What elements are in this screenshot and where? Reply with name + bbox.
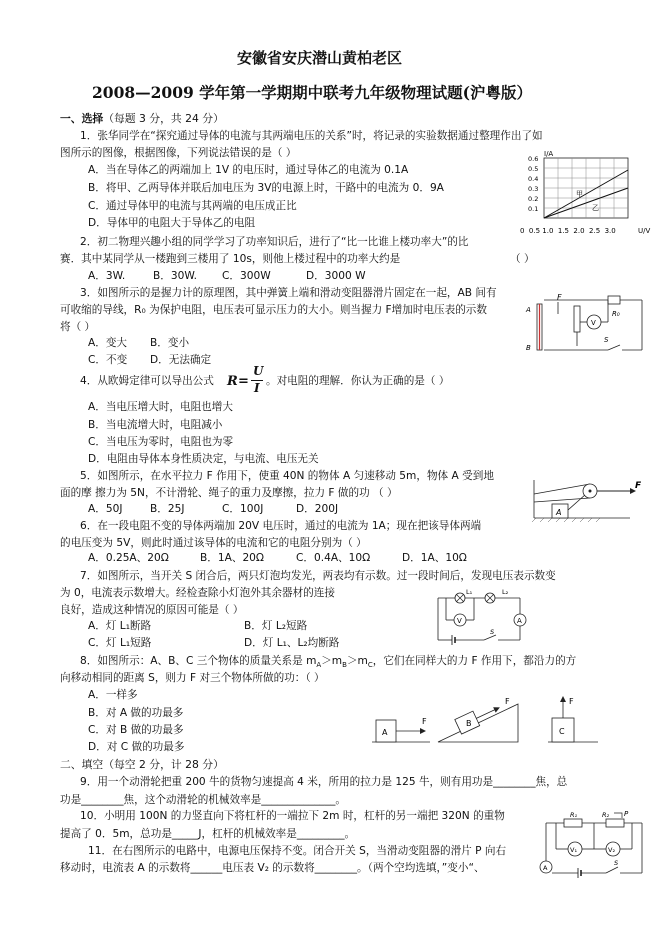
question-1-option-c: C．通过导体甲的电流与其两端的电压成正比	[88, 200, 297, 212]
question-11-line-cont: 移动时，电流表 A 的示数将______电压表 V₂ 的示数将________。（两个空均选填，”变小“、	[60, 862, 485, 874]
question-2-stem: 2．初二物理兴趣小组的同学学习了功率知识后，进行了“比一比谁上楼功率大”的比	[80, 236, 469, 248]
graph-y-tick: 0.2	[528, 195, 539, 203]
question-2-option-d: D．3000 W	[306, 270, 366, 282]
question-5-option-b: B．25J	[150, 503, 185, 515]
question-11-line: 11．在右图所示的电路中，电源电压保持不变。闭合开关 S，当滑动变阻器的滑片 P 向右	[88, 845, 507, 857]
circuit-switch-label: S	[614, 859, 619, 867]
question-1-stem: 1．张华同学在“探究通过导体的电流与其两端电压的关系”时，将记录的实验数据通过整理作出了如	[80, 130, 543, 142]
circuit-r1-label: R₁	[570, 811, 578, 819]
question-7-option-c: C．灯 L₁短路	[88, 637, 152, 649]
grip-label-r0: R₀	[612, 310, 620, 318]
lamp-switch-label: S	[490, 628, 495, 636]
circuit-ammeter-label: A	[543, 864, 548, 872]
question-2-option-a: A．3W.	[88, 270, 126, 282]
question-3-option-a: A．变大	[88, 337, 128, 349]
graph-y-tick: 0.1	[528, 205, 539, 213]
question-4-option-d: D．电阻由导体本身性质决定，与电流、电压无关	[88, 453, 319, 465]
graph-y-axis-label: I/A	[544, 150, 554, 158]
graph-x-axis-label: U/V	[638, 227, 651, 235]
grip-switch-label: S	[604, 336, 609, 344]
lamp-ammeter-label: A	[517, 617, 522, 625]
question-3-stem-cont2: 将（ ）	[60, 321, 96, 333]
block-a-label: A	[382, 728, 388, 737]
block-c-force-label: F	[569, 697, 574, 706]
question-6-option-c: C．0.4A、10Ω	[296, 552, 371, 564]
formula-equals: =	[238, 374, 249, 389]
question-8-option-a: A．一样多	[88, 689, 138, 701]
question-8-option-d: D．对 C 做的功最多	[88, 741, 185, 753]
graph-y-tick: 0.4	[528, 175, 539, 183]
circuit-r2-label: R₂	[602, 811, 610, 819]
circuit-v2-label: V₂	[608, 846, 616, 854]
question-6-option-a: A．0.25A、20Ω	[88, 552, 169, 564]
question-8-option-c: C．对 B 做的功最多	[88, 724, 184, 736]
question-10-line: 10．小明用 100N 的力竖直向下将杠杆的一端拉下 2m 时，杠杆的另一端把 320N 的重物	[80, 810, 505, 822]
question-1-option-a: A．当在导体乙的两端加上 1V 的电压时，通过导体乙的电流为 0.1A	[88, 164, 409, 176]
question-8-stem-cont: 向移动相同的距离 S，则力 F 对三个物体所做的功：（ ）	[60, 672, 325, 684]
question-5-option-a: A．50J	[88, 503, 123, 515]
question-9-line: 9．用一个动滑轮把重 200 牛的货物匀速提高 4 米，所用的拉力是 125 牛，则有用功是________焦，总	[80, 776, 568, 788]
question-4-option-c: C．当电压为零时，电阻也为零	[88, 436, 234, 448]
grip-label-f: F	[557, 293, 562, 302]
question-4-option-a: A．当电压增大时，电阻也增大	[88, 401, 233, 413]
graph-y-tick: 0.6	[528, 155, 539, 163]
question-3-option-b: B．变小	[150, 337, 190, 349]
question-7-option-b: B．灯 L₂短路	[244, 620, 308, 632]
grip-label-b: B	[526, 344, 531, 352]
question-6-stem-cont: 的电压变为 5V，则此时通过该导体的电流和它的电阻分别为（ ）	[60, 537, 367, 549]
three-blocks-figure	[368, 694, 608, 746]
graph-y-tick: 0.5	[528, 165, 539, 173]
block-c-label: C	[559, 727, 565, 736]
lamp-circuit-figure	[424, 586, 534, 648]
graph-x-ticks: 0 0.5 1.0 1.5 2.0 2.5 3.0	[520, 227, 616, 235]
question-4-formula	[227, 364, 267, 396]
question-9-line-cont: 功是________焦，这个动滑轮的机械效率是______________。	[60, 794, 347, 806]
question-6-option-d: D．1A、10Ω	[402, 552, 467, 564]
section-label: 二、填空	[60, 758, 104, 771]
question-4-option-b: B．当电流增大时，电阻减小	[88, 419, 223, 431]
question-7-stem-cont: 为 0，电流表示数增大。经检查除小灯泡外其余器材的连接	[60, 587, 335, 599]
question-5-option-d: D．200J	[296, 503, 339, 515]
pulley-figure	[530, 474, 648, 524]
question-3-option-d: D．无法确定	[150, 354, 212, 366]
section-label: 一、选择	[60, 112, 104, 125]
circuit-v1-label: V₁	[570, 846, 578, 854]
lamp-l2-label: L₂	[502, 588, 509, 596]
question-7-option-d: D．灯 L₁、L₂均断路	[244, 637, 340, 649]
question-10-line-cont: 提高了 0．5m，总功是_____J，杠杆的机械效率是_________。	[60, 828, 356, 840]
block-b-label: B	[466, 719, 472, 728]
question-5-stem-cont: 面的摩 擦力为 5N，不计滑轮、绳子的重力及摩擦，拉力 F 做的功 （ ）	[60, 487, 398, 499]
question-3-option-c: C．不变	[88, 354, 128, 366]
question-6-stem: 6．在一段电阻不变的导体两端加 20V 电压时，通过的电流为 1A；现在把该导体两端	[80, 520, 482, 532]
graph-y-tick: 0.3	[528, 185, 539, 193]
graph-label-jia: 甲	[576, 190, 583, 198]
question-5-stem: 5．如图所示，在水平拉力 F 作用下，使重 40N 的物体 A 匀速移动 5m，物体 A 受到地	[80, 470, 494, 482]
circuit-p-label: P	[624, 810, 629, 818]
grip-voltmeter-label: V	[591, 319, 596, 327]
grip-circuit-figure	[524, 290, 652, 362]
formula-denominator: I	[254, 381, 260, 395]
graph-label-yi: 乙	[592, 204, 599, 212]
formula-numerator: U	[253, 364, 264, 378]
iu-graph-figure	[518, 149, 658, 241]
page-subtitle: 2008—2009 学年第一学期期中联考九年级物理试题(沪粤版）	[92, 83, 533, 102]
formula-r: R	[227, 374, 238, 389]
question-1-option-b: B．将甲、乙两导体并联后加电压为 3V的电源上时，干路中的电流为 0．9A	[88, 182, 444, 194]
pulley-force-label: F	[635, 481, 642, 491]
lamp-l1-label: L₁	[466, 588, 473, 596]
question-8-option-b: B．对 A 做的功最多	[88, 707, 184, 719]
question-4-stem-post: 。对电阻的理解．你认为正确的是（ ）	[266, 375, 450, 387]
section-note: （每空 2 分，计 28 分）	[103, 758, 224, 771]
question-2-paren: （ ）	[510, 253, 535, 265]
question-3-stem-cont: 可收缩的导线，R₀ 为保护电阻，电压表可显示压力的大小。则当握力 F增加时电压表的示数	[60, 304, 487, 316]
section-heading	[60, 758, 224, 771]
lamp-voltmeter-label: V	[457, 617, 462, 625]
question-1-stem-cont: 图所示的图像，根据图像，下列说法错误的是（ ）	[60, 147, 297, 159]
question-7-option-a: A．灯 L₁断路	[88, 620, 152, 632]
question-7-stem-cont2: 良好，造成这种情况的原因可能是（ ）	[60, 604, 244, 616]
question-4-stem-pre: 4．从欧姆定律可以导出公式	[80, 375, 214, 387]
question-5-option-c: C．100J	[222, 503, 264, 515]
grip-label-a: A	[526, 306, 531, 314]
section-heading	[60, 112, 224, 125]
question-2-stem-cont: 赛．其中某同学从一楼跑到三楼用了 10s，则他上楼过程中的功率大约是	[60, 253, 401, 265]
pulley-block-label: A	[556, 508, 562, 517]
page-title: 安徽省安庆潜山黄柏老区	[237, 49, 403, 67]
section-note: （每题 3 分，共 24 分）	[103, 112, 224, 125]
question-6-option-b: B．1A、20Ω	[200, 552, 265, 564]
question-2-option-c: C．300W	[222, 270, 271, 282]
question-8-stem: 8．如图所示：A、B、C 三个物体的质量关系是 $m_A>m_B>m_C$，它们在同样大的力 F 作用下，都沿力的方	[80, 655, 577, 670]
question-2-option-b: B．30W.	[153, 270, 197, 282]
block-b-force-label: F	[505, 697, 510, 706]
question-7-stem: 7．如图所示，当开关 S 闭合后，两只灯泡均发光，两表均有示数。过一段时间后，发现电压表示数变	[80, 570, 556, 582]
question-3-stem: 3．如图所示的是握力计的原理图，其中弹簧上端和滑动变阻器滑片固定在一起，AB 间有	[80, 287, 497, 299]
question-1-option-d: D．导体甲的电阻大于导体乙的电阻	[88, 217, 256, 229]
rheostat-circuit-figure	[534, 809, 652, 883]
block-a-force-label: F	[422, 717, 427, 726]
